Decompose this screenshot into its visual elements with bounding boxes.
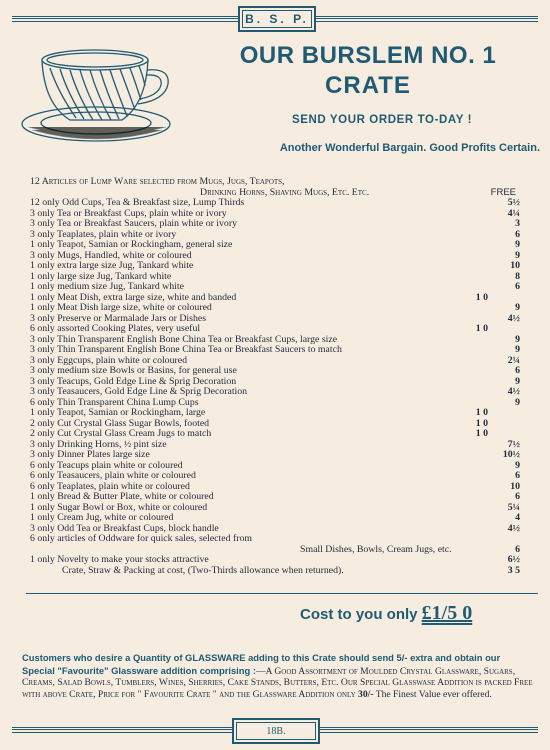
list-item: 6 only Teaplates, plain white or coloured 10 [30,480,520,492]
list-item: 1 only Meat Dish, extra large size, white and banded 1 0 [30,291,488,303]
page-number: 18B. [232,718,320,744]
glassware-price: 30/- [358,688,374,700]
list-item: 1 only Cream Jug, white or coloured 4 [30,512,520,523]
list-item: 6 only Teacups plain white or coloured 9 [30,459,520,471]
teacup-illustration [18,42,178,147]
glassware-offer-lead: Customers who desire a Quantity of GLASSWARE adding to this Crate should send 5/- extra and obtain our Special "Favourite" Glassware addition comprising : [22,652,501,676]
glassware-offer-body: —A Good Assortment of Moulded Crystal Glassware, Sugars, Creams, Salad Bowls, Tumblers, Wines, Sherries, Cake Stands, Butters, Etc. Our Special Glasswase Addition is packed Free with above Crate, Price for " Favourite Crate " and the Glassware Addition only [22,665,533,700]
list-item: 1 only Sugar Bowl or Box, white or coloured 5¼ [30,501,520,513]
cost-divider [26,593,538,594]
list-item: 3 only Drinking Horns, ½ pint size 7½ [30,438,520,450]
list-item: 1 only medium size Jug, Tankard white 6 [30,281,520,292]
crate-contents-list [30,177,520,576]
list-item: Small Dishes, Bowls, Cream Jugs, etc. 6 [300,543,520,555]
list-item: 12 only Odd Cups, Tea & Breakfast size, Lump Thirds 5½ [30,197,520,208]
list-item: 1 only Novelty to make your stocks attractive 6½ [30,554,520,565]
title-line-1: OUR BURSLEM NO. 1 [239,42,497,69]
cost-amount: £1/5 0 [421,602,473,624]
list-item: 2 only Cut Crystal Glass Cream Jugs to match 1 0 [30,428,488,439]
list-item: 1 only Teapot, Samian or Rockingham, general size 9 [30,239,520,250]
glassware-tail: The Finest Value ever offered. [373,688,492,700]
list-item: 1 only Meat Dish large size, white or coloured 9 [30,302,520,313]
glassware-offer [22,652,534,700]
list-item: 3 only Preserve or Marmalade Jars or Dishes 4½ [30,312,520,324]
list-item: 1 only extra large size Jug, Tankard white 10 [30,260,520,271]
list-item: 3 only Teaplates, plain white or ivory 6 [30,228,520,240]
list-item: 6 only articles of Oddware for quick sales, selected from [30,533,252,544]
list-item: 3 only Thin Transparent English Bone China Tea or Breakfast Saucers to match 9 [30,344,520,355]
list-intro-1: 12 Articles of Lump Ware selected from Mugs, Jugs, Teapots, [30,176,285,187]
list-item: 6 only assorted Cooking Plates, very useful 1 0 [30,323,488,334]
send-order-heading: SEND YOUR ORDER TO-DAY ! [291,114,473,126]
list-intro-2: Drinking Horns, Shaving Mugs, Etc. Etc. FREE [200,186,516,198]
list-item: 3 only medium size Bowls or Basins, for general use 6 [30,365,520,376]
list-item: 3 only Odd Tea or Breakfast Cups, block handle 4½ [30,522,520,534]
list-item: 6 only Thin Transparent China Lump Cups 9 [30,396,520,408]
total-cost [300,602,472,625]
bargain-tagline: Another Wonderful Bargain. Good Profits Certain. [279,142,540,154]
list-item: 1 only large size Jug, Tankard white 8 [30,270,520,282]
list-item: 3 only Eggcups, plain white or coloured 2¼ [30,354,520,366]
list-item: 3 only Teasaucers, Gold Edge Line & Sprig Decoration 4½ [30,386,520,397]
list-item: 6 only Teasaucers, plain white or coloured 6 [30,470,520,481]
cost-label: Cost to you only [300,606,418,623]
list-item: Crate, Straw & Packing at cost, (Two-Thirds allowance when returned). 3 5 [62,564,520,576]
list-item: 2 only Cut Crystal Glass Sugar Bowls, footed 1 0 [30,417,488,429]
title-line-2: CRATE [325,72,411,99]
list-item: 1 only Teapot, Samian or Rockingham, large 1 0 [30,407,488,418]
free-label: FREE [490,186,516,198]
list-item: 3 only Teacups, Gold Edge Line & Sprig Decoration 9 [30,375,520,387]
list-item: 3 only Tea or Breakfast Saucers, plain white or ivory 3 [30,218,520,229]
list-item: 3 only Tea or Breakfast Cups, plain white or ivory 4¼ [30,207,520,219]
list-item: 3 only Dinner Plates large size 10½ [30,449,520,460]
list-item: 1 only Bread & Butter Plate, white or coloured 6 [30,491,520,502]
header-badge: B. S. P. [238,6,316,32]
list-item: 3 only Mugs, Handled, white or coloured 9 [30,249,520,261]
list-item: 3 only Thin Transparent English Bone China Tea or Breakfast Cups, large size 9 [30,333,520,345]
